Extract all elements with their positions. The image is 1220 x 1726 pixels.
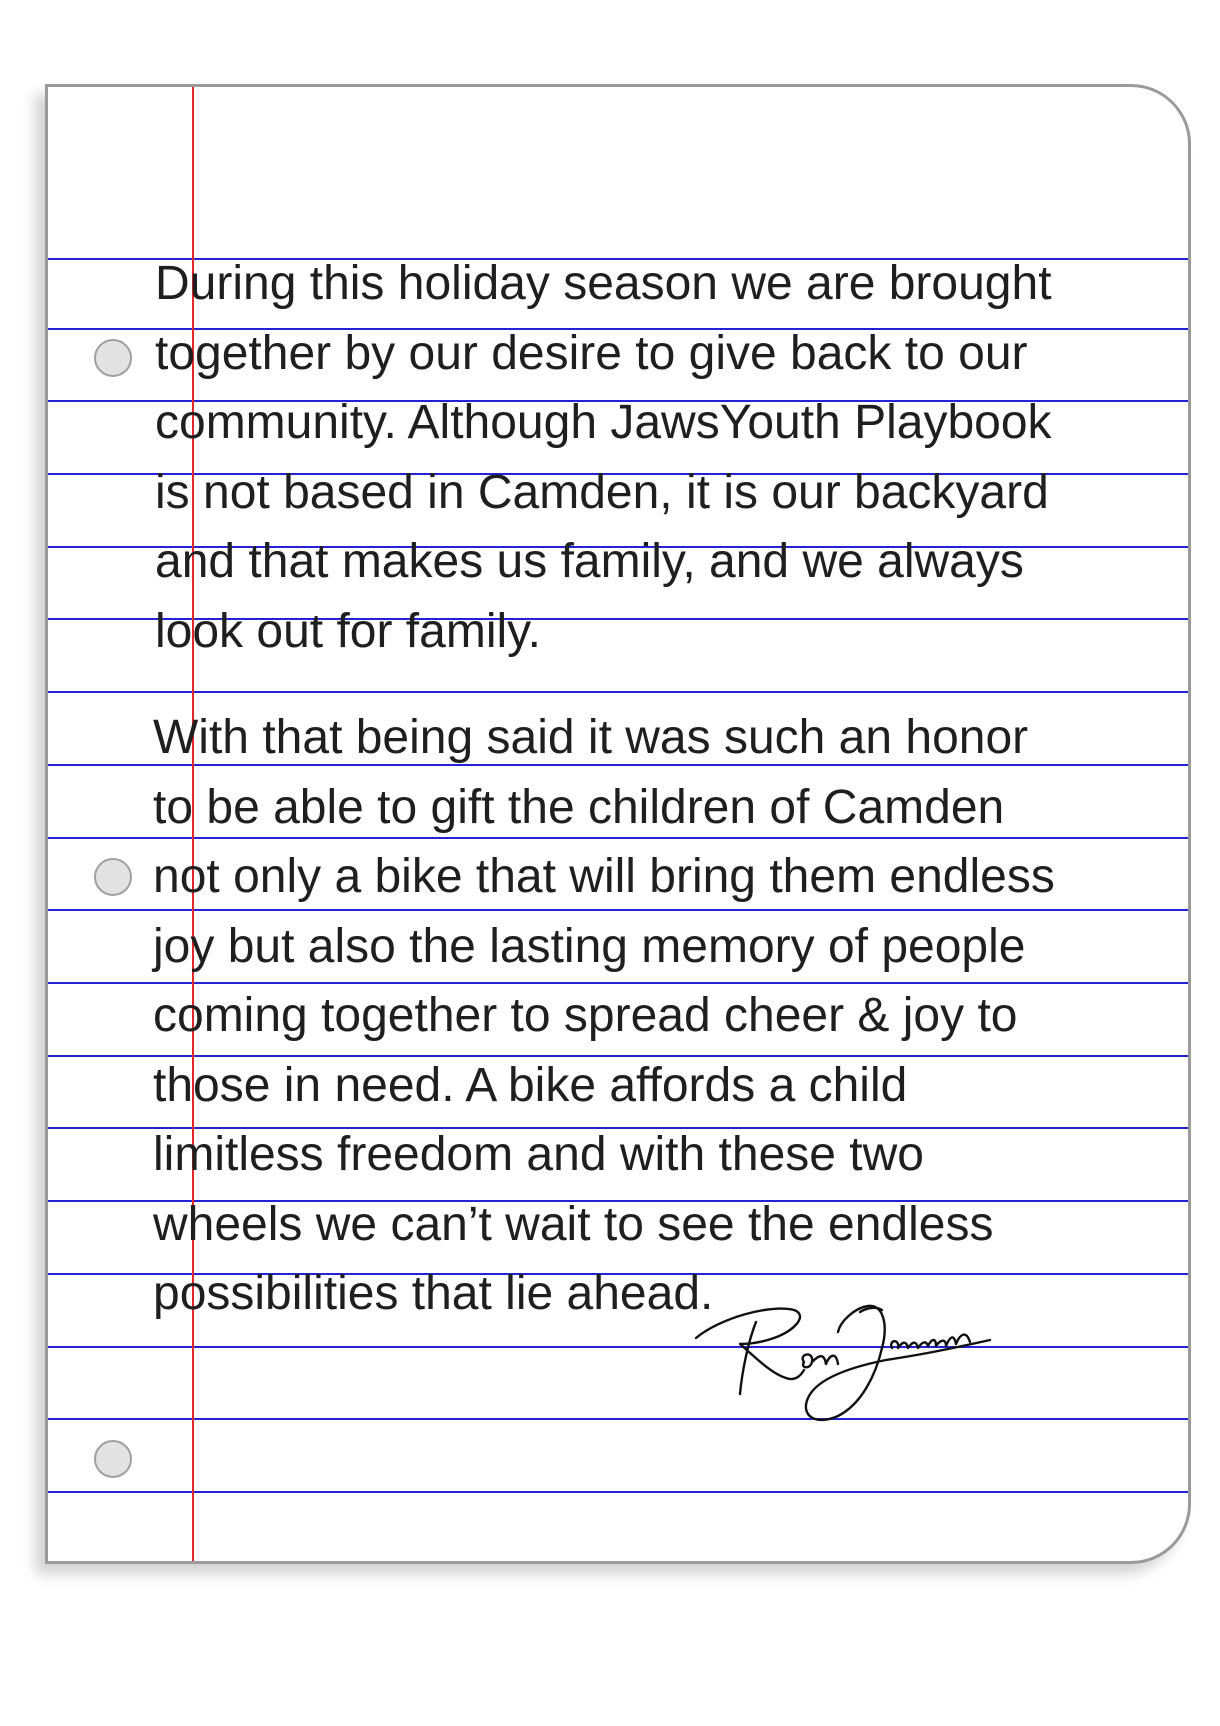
text-line: wheels we can’t wait to see the endless <box>153 1197 994 1251</box>
text-line: not only a bike that will bring them endless <box>153 850 1055 903</box>
rule-line <box>48 1418 1188 1420</box>
binder-hole <box>94 339 132 377</box>
text-line: joy but also the lasting memory of people <box>153 919 1026 973</box>
binder-hole <box>94 858 132 896</box>
text-line: community. Although JawsYouth Playbook <box>155 396 1052 449</box>
text-line: those in need. A bike affords a child <box>153 1058 908 1112</box>
signature-image <box>690 1282 1010 1432</box>
text-line: With that being said it was such an honor <box>153 711 1029 764</box>
paragraph-2 <box>153 703 1113 1329</box>
text-line: During this holiday season we are brought <box>155 257 1052 310</box>
rule-line <box>48 1346 1188 1348</box>
text-line: look out for family. <box>155 604 541 658</box>
rule-line <box>48 1491 1188 1493</box>
text-line: possibilities that lie ahead. <box>153 1267 714 1320</box>
rule-line <box>48 691 1188 693</box>
text-line: limitless freedom and with these two <box>153 1128 924 1181</box>
text-line: is not based in Camden, it is our backyard <box>155 465 1049 519</box>
signature-gap <box>718 1487 1118 1491</box>
paragraph-1 <box>155 249 1115 666</box>
binder-hole <box>94 1440 132 1478</box>
text-line: coming together to spread cheer & joy to <box>153 989 1018 1042</box>
text-line: together by our desire to give back to our <box>155 326 1028 380</box>
text-line: to be able to gift the children of Camden <box>153 780 1005 834</box>
text-line: and that makes us family, and we always <box>155 535 1024 588</box>
